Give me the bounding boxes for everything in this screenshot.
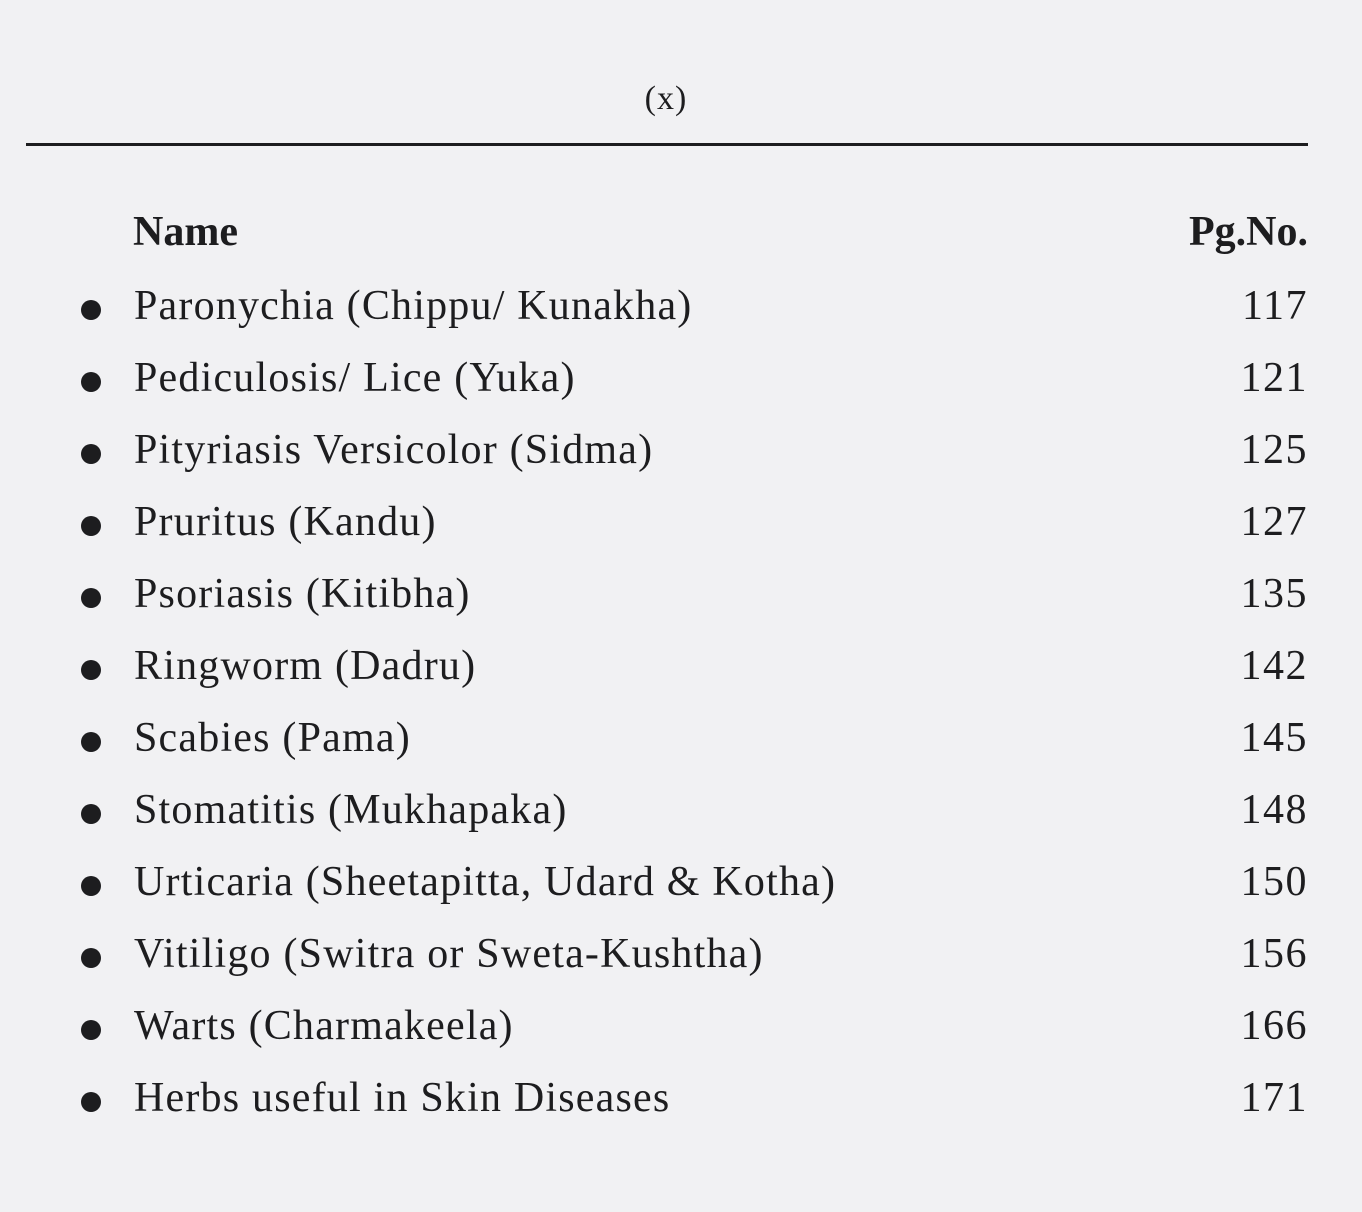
entry-title: Psoriasis (Kitibha) [134,571,471,617]
list-item [0,344,1362,416]
entry-page-number: 166 [1240,1003,1308,1049]
list-item [0,416,1362,488]
bullet-icon [81,588,101,608]
entry-title: Scabies (Pama) [134,715,411,761]
bullet-icon [81,516,101,536]
list-item [0,488,1362,560]
header-rule [26,143,1308,146]
entry-title: Ringworm (Dadru) [134,643,477,689]
entry-page-number: 148 [1240,787,1308,833]
bullet-icon [81,1092,101,1112]
entry-title: Warts (Charmakeela) [134,1003,514,1049]
list-item [0,272,1362,344]
list-item [0,776,1362,848]
entry-title: Paronychia (Chippu/ Kunakha) [134,283,693,329]
list-item [0,992,1362,1064]
bullet-icon [81,732,101,752]
list-item [0,632,1362,704]
bullet-icon [81,876,101,896]
bullet-icon [81,660,101,680]
bullet-icon [81,948,101,968]
entry-title: Vitiligo (Switra or Sweta-Kushtha) [134,931,764,977]
entry-title: Pediculosis/ Lice (Yuka) [134,355,576,401]
entry-title: Pityriasis Versicolor (Sidma) [134,427,654,473]
table-header [0,208,1362,264]
contents-list [0,272,1362,1136]
list-item [0,560,1362,632]
page-number: (x) [644,80,688,117]
entry-title: Stomatitis (Mukhapaka) [134,787,568,833]
entry-page-number: 150 [1240,859,1308,905]
entry-page-number: 135 [1240,571,1308,617]
column-header-name: Name [133,209,238,255]
entry-page-number: 125 [1240,427,1308,473]
bullet-icon [81,444,101,464]
bullet-icon [81,300,101,320]
entry-page-number: 171 [1240,1075,1308,1121]
entry-page-number: 156 [1240,931,1308,977]
list-item [0,1064,1362,1136]
entry-title: Pruritus (Kandu) [134,499,437,545]
bullet-icon [81,804,101,824]
entry-title: Urticaria (Sheetapitta, Udard & Kotha) [134,859,837,905]
entry-page-number: 142 [1240,643,1308,689]
list-item [0,848,1362,920]
entry-page-number: 127 [1240,499,1308,545]
column-header-page-number: Pg.No. [1189,209,1308,255]
bullet-icon [81,372,101,392]
entry-page-number: 117 [1242,283,1308,329]
entry-title: Herbs useful in Skin Diseases [134,1075,671,1121]
entry-page-number: 121 [1240,355,1308,401]
list-item [0,704,1362,776]
list-item [0,920,1362,992]
bullet-icon [81,1020,101,1040]
entry-page-number: 145 [1240,715,1308,761]
